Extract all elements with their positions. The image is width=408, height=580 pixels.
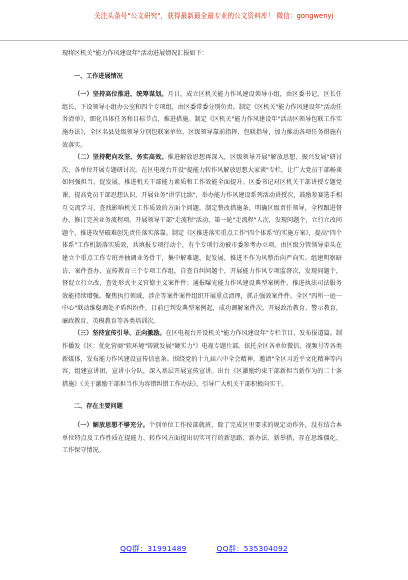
paragraph-3 [62,328,342,391]
paragraph-4-body: 个别单位工作按部就班，除了完成区里要求的规定动作外，没有结合本单位特点及工作性质在提能力、转作风方面提出切实可行的新思路、新办法、新举措，存在思维僵化、工作保守情况。 [62,422,343,455]
paragraph-2-lead: （二）坚持靶向攻坚、务实高效。 [74,154,168,162]
page-header [0,0,408,41]
intro-paragraph: 现将区机关"能力作风建设年"活动进展情况汇报如下： [62,50,208,57]
header-promo-text: 关注头条号"公文研究"，获得最新最全最专业的公文资料库！ 微信：gongwenyj [94,12,334,20]
section-1-heading: 一、工作进展情况 [74,72,123,80]
document-body [62,48,342,458]
footer-qq-group-2-link[interactable]: QQ群：535304092 [216,544,288,553]
paragraph-1-lead: （一）坚持高位推进、统筹谋划。 [74,91,168,99]
paragraph-4 [62,420,342,458]
paragraph-4-lead: （一）解放思想不够充分。 [74,422,149,430]
page-footer [0,543,408,565]
paragraph-3-body: 在区电视台开设机关"能力作风建设年"专栏节目，发布报道篇。制作播发《区：优化营商"软环境"铸就发展"硬实力"》电视专题片部。依托全区各单位微信、视频号等各类新媒体，发布能力作风建设宣传信息条。围绕党的十九届六中全会精神，邀请"全区习近平文化精神等内容，组建宣讲团，宣讲小分队，深入基层开展宣传宣讲。出台《区激励约束干部新担当新作为的二十条措施》《关于激励干部担当作为容错纠错工作办法》，引导广大机关干部积极向实干。 [62,330,342,388]
paragraph-2-body: 推进解放思想再深入，区级领导开展"解放思想、振兴发展"研讨次，各单位开展专题研讨次。在区电视台开设"提能力转作风解放思想大家谈"专栏，让广大党员干部畅谈如何强担当、促发展，推进机关干部能力素质和工作效能全面提升。区委书记对区机关干部讲授专题党课，提高党员干部思想认识，开展业务"讲学比练"，举办能力作风建设系列活动讲授次，鼓励参赛选手相互交流学习，查找影响机关工作质效的方面个问题，制定整改措施条，明确区级责任领导，全程跟进督办，修订完善业务流程项。开展领导干部"走流程"活动，第一轮"走流程"人次，发现问题个，立行立改问题个，推进攻坚破难创先责任落实落靠。制定《区推进落实重点工作"四个体系"的实施方案》，提高"四个体系"工作机制落实质效，共填报专项行动个，有个专项行动被市委参考办立项。由区级分管领导牵头在建立个重点工作专班并抽调业务骨干，集中解难题、促发展，推进不作为风整治向严向实。组建明察暗访、案件查办、宣传教育三个专项工作组，自查自纠问题个，开展能力作风专项监督次，发现问题个，督促立行立改，查处形式主义官僚主义案件件；通报曝光能力作风建设典型案例件。推进执法司法服务效能持续增强。聚焦执行领域，涉企等案件案件组织开展重点清理，抓正强效案件件。全区"四所一庭一中心"联动维稳调处矛盾纠纷件，目前已判发典型案例起，成功调解案件次。开展政治教育、警示教育，廉政教育、英模教育等各类培训次。 [62,154,343,325]
paragraph-1-body: 月日，成立区机关能力作风建设领导小组，由区委书记、区长任组长，下设领导小组办公室和四个专项组，由区委常委分别负责。制定《区机关"能力作风建设年"活动任务清单》，细化具体任务和目标节点，推进措施。制定《区机关"能力作风建设年"活动区领导包联工作实施办法》，全区名县处级领导分别包联案单位，区级领导靠前指挥、包联指导，加力推动各项任务措施有效落实。 [62,91,343,149]
paragraph-2 [62,152,342,328]
footer-qq-group-1-link[interactable]: QQ群：31991489 [120,544,187,553]
section-2-heading: 二、存在主要问题 [74,403,123,411]
paragraph-1 [62,89,342,152]
paragraph-3-lead: （三）坚持宣传引导、正向激励。 [74,330,166,338]
